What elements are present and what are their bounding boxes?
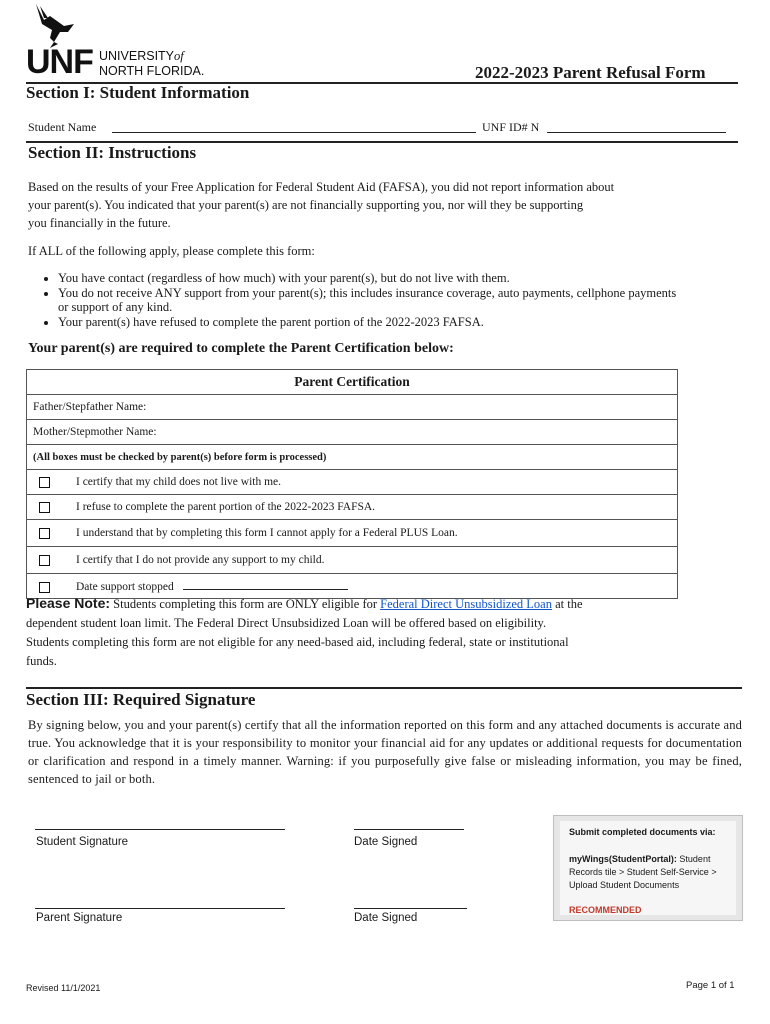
- direct-unsub-loan-link[interactable]: Federal Direct Unsubsidized Loan: [380, 597, 552, 611]
- certify-item-label: I certify that I do not provide any support to my child.: [76, 554, 325, 566]
- intro-line-3: you financially in the future.: [28, 216, 171, 230]
- father-name-label: Father/Stepfather Name:: [33, 401, 147, 413]
- all-boxes-note: (All boxes must be checked by parent(s) before form is processed): [27, 445, 678, 470]
- note-text-after: at the: [551, 597, 583, 611]
- student-signature-line[interactable]: [35, 829, 285, 830]
- note-line-4: funds.: [26, 654, 57, 668]
- portal-name: myWings(StudentPortal):: [569, 854, 677, 864]
- criteria-list: [28, 271, 678, 330]
- date-support-checkbox[interactable]: [39, 582, 50, 593]
- please-note: [26, 594, 726, 671]
- mother-name-label: Mother/Stepmother Name:: [33, 426, 157, 438]
- submit-heading: Submit completed documents via:: [569, 827, 716, 837]
- certify-no-live-checkbox[interactable]: [39, 477, 50, 488]
- certify-item-label: I understand that by completing this form I cannot apply for a Federal PLUS Loan.: [76, 527, 458, 539]
- section3-rule: [26, 687, 742, 689]
- signature-statement: By signing below, you and your parent(s) certify that all the information reported on this form and any attached documents is accurate and true. You acknowledge that it is your responsibility to monitor your financial aid for any updates or additional requests for documentation or clarification and respond in a timely manner. Warning: if you purposefully give false or misleading information, you may be fined, sentenced to jail or both.: [28, 718, 742, 786]
- logo-university-text: UNIVERSITY: [99, 49, 175, 63]
- date-support-field[interactable]: [183, 579, 348, 590]
- certify-item-label: I certify that my child does not live with me.: [76, 476, 282, 488]
- note-line-2: dependent student loan limit. The Federal Direct Unsubsidized Loan will be offered based on eligibility.: [26, 616, 547, 630]
- plus-loan-checkbox[interactable]: [39, 528, 50, 539]
- date-signed-line-1[interactable]: [354, 829, 464, 830]
- instructions-intro: [28, 178, 728, 232]
- required-heading: Your parent(s) are required to complete the Parent Certification below:: [28, 341, 454, 356]
- student-name-label: Student Name: [28, 120, 97, 134]
- portal-path: Student Records tile > Student Self-Service > Upload Student Documents: [569, 854, 717, 890]
- mother-name-field[interactable]: [27, 420, 678, 445]
- intro-line-1: Based on the results of your Free Application for Federal Student Aid (FAFSA), you did not report information about: [28, 180, 615, 194]
- list-item: • You have contact (regardless of how much) with your parent(s), but do not live with them.: [58, 271, 678, 285]
- no-support-checkbox[interactable]: [39, 555, 50, 566]
- if-all-text: If ALL of the following apply, please complete this form:: [28, 244, 315, 258]
- certify-item-label: I refuse to complete the parent portion of the 2022-2023 FAFSA.: [76, 501, 376, 513]
- logo-letters: UNF: [26, 43, 93, 81]
- unf-logo: [26, 2, 226, 82]
- date-signed-line-2[interactable]: [354, 908, 467, 909]
- recommended-label: RECOMMENDED: [569, 905, 642, 915]
- date-signed-label-1: Date Signed: [354, 836, 418, 848]
- page-number: Page 1 of 1: [686, 980, 735, 991]
- intro-line-2: your parent(s). You indicated that your parent(s) are not financially supporting you, nor will they be supporting: [28, 198, 584, 212]
- note-text-before: Students completing this form are ONLY eligible for: [110, 597, 381, 611]
- submit-info-inner: [560, 821, 736, 915]
- date-signed-label-2: Date Signed: [354, 912, 418, 924]
- section1-title: Section I: Student Information: [26, 83, 250, 102]
- submit-info-box: [553, 815, 743, 921]
- logo-of-text: of: [174, 49, 184, 63]
- parent-signature-line[interactable]: [35, 908, 285, 909]
- list-item: • Your parent(s) have refused to complete the parent portion of the 2022-2023 FAFSA.: [58, 315, 678, 329]
- parent-certification-table: [26, 369, 678, 599]
- revised-date: Revised 11/1/2021: [26, 983, 101, 993]
- section3-title: Section III: Required Signature: [26, 690, 256, 709]
- father-name-field[interactable]: [27, 395, 678, 420]
- unf-id-field[interactable]: [547, 132, 726, 133]
- form-title: 2022-2023 Parent Refusal Form: [475, 63, 706, 82]
- osprey-logo-icon: [30, 2, 80, 48]
- logo-university-line2: NORTH FLORIDA.: [99, 64, 205, 78]
- certification-title: Parent Certification: [27, 370, 678, 395]
- note-line-1: [26, 594, 726, 614]
- student-signature-label: Student Signature: [36, 836, 129, 848]
- unf-id-label: UNF ID# N: [482, 120, 540, 134]
- certify-item-label: Date support stopped: [76, 581, 174, 593]
- parent-signature-label: Parent Signature: [36, 912, 123, 924]
- student-name-field[interactable]: [112, 132, 476, 133]
- note-label: Please Note:: [26, 595, 111, 611]
- section2-title: Section II: Instructions: [28, 143, 197, 162]
- list-item: • You do not receive ANY support from your parent(s); this includes insurance coverage, auto payments, cellphone payments or support of any kind.: [58, 286, 678, 314]
- refuse-fafsa-checkbox[interactable]: [39, 502, 50, 513]
- note-line-3: Students completing this form are not eligible for any need-based aid, including federal, state or institutional: [26, 635, 569, 649]
- submit-portal-text: [569, 853, 727, 892]
- logo-university-line1: [99, 49, 184, 63]
